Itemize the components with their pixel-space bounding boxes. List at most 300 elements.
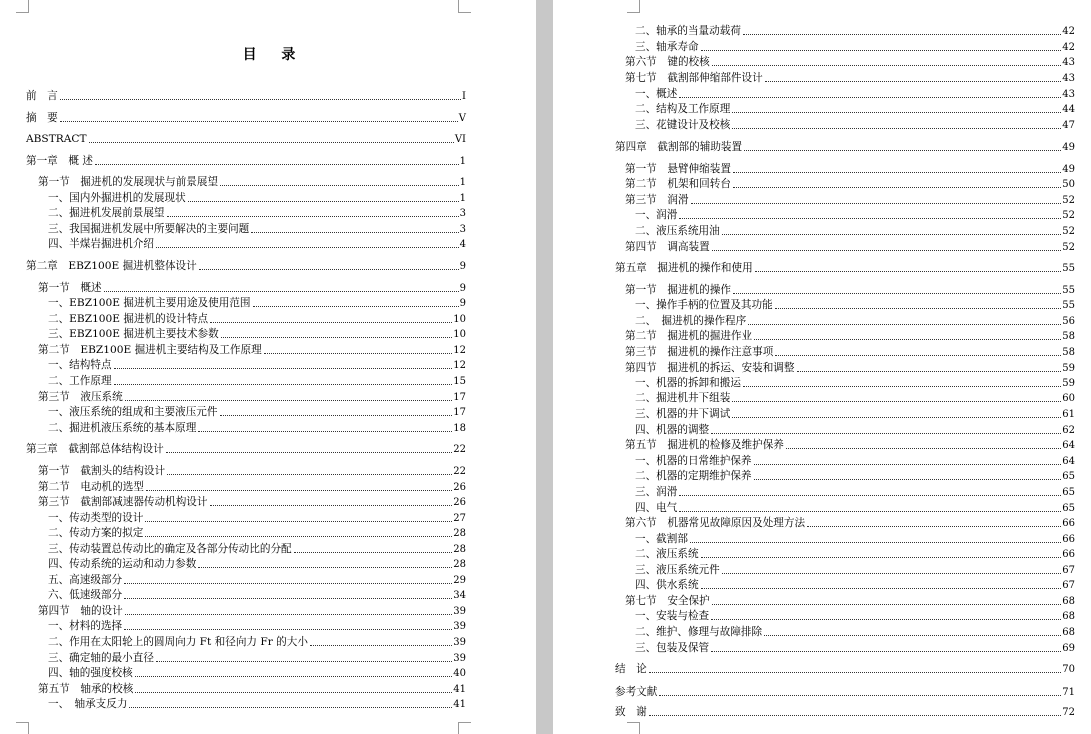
toc-entry[interactable] (26, 442, 466, 456)
dot-leader (135, 676, 453, 677)
toc-entry[interactable] (635, 24, 1075, 38)
toc-entry-page-number: 56 (1062, 316, 1075, 327)
dot-leader (807, 526, 1061, 527)
toc-entry-page-number: 28 (453, 559, 466, 570)
toc-entry-label: 三、确定轴的最小直径 (48, 652, 154, 664)
toc-entry[interactable] (48, 237, 466, 251)
toc-entry[interactable] (48, 421, 466, 435)
toc-entry-page-number: 9 (459, 261, 466, 272)
toc-entry-page-number: 67 (1062, 565, 1075, 576)
dot-leader (690, 542, 1061, 543)
toc-entry-label: 二、传动方案的拟定 (48, 527, 144, 539)
dot-leader (764, 635, 1061, 636)
dot-leader (129, 707, 452, 708)
toc-entry[interactable] (635, 578, 1075, 592)
toc-entry[interactable] (635, 391, 1075, 405)
dot-leader (198, 431, 452, 432)
dot-leader (253, 306, 459, 307)
toc-entry[interactable] (635, 485, 1075, 499)
toc-entry-label: 三、花键设计及校核 (635, 119, 731, 131)
toc-entry-label: 第一节 截割头的结构设计 (38, 465, 166, 477)
toc-entry[interactable] (615, 685, 1075, 699)
toc-entry-label: 四、电气 (635, 502, 678, 514)
dot-leader (732, 401, 1061, 402)
toc-entry-label: 一、机器的拆卸和搬运 (635, 377, 741, 389)
dot-leader (167, 216, 459, 217)
toc-entry-page-number: 68 (1062, 627, 1075, 638)
toc-entry[interactable] (48, 666, 466, 680)
toc-entry[interactable] (625, 594, 1075, 608)
toc-entry-label: 第三节 液压系统 (38, 391, 123, 403)
toc-entry-page-number: 52 (1062, 195, 1075, 206)
toc-entry-page-number: 60 (1062, 393, 1075, 404)
toc-entry[interactable] (635, 376, 1075, 390)
toc-title: 目 录 (242, 47, 306, 63)
toc-entry-page-number: 55 (1062, 285, 1075, 296)
dot-leader (199, 269, 459, 270)
toc-entry-label: 二、维护、修理与故障排除 (635, 626, 763, 638)
toc-entry-page-number: 68 (1062, 596, 1075, 607)
toc-entry[interactable] (38, 604, 466, 618)
toc-entry-page-number: 55 (1062, 300, 1075, 311)
toc-entry-page-number: 27 (453, 513, 466, 524)
toc-entry-page-number: 43 (1062, 57, 1075, 68)
toc-entry-page-number: 71 (1062, 687, 1075, 698)
toc-entry-label: 第四节 轴的设计 (38, 605, 123, 617)
toc-entry-label: 三、传动装置总传动比的确定及各部分传动比的分配 (48, 543, 292, 555)
toc-entry-page-number: 59 (1062, 378, 1075, 389)
toc-entry-page-number: 52 (1062, 226, 1075, 237)
toc-entry-page-number: 42 (1062, 42, 1075, 53)
toc-entry[interactable] (625, 193, 1075, 207)
toc-entry[interactable] (48, 191, 466, 205)
toc-entry-page-number: 65 (1062, 471, 1075, 482)
toc-entry-label: 二、作用在太阳轮上的圆周向力 Ft 和径向力 Fr 的大小 (48, 636, 308, 648)
toc-entry[interactable] (635, 609, 1075, 623)
toc-entry-label: 四、传动系统的运动和动力参数 (48, 558, 197, 570)
toc-entry-page-number: 10 (453, 329, 466, 340)
toc-entry-label: 第二节 掘进机的掘进作业 (625, 330, 753, 342)
toc-page-left (0, 0, 536, 734)
toc-entry[interactable] (635, 407, 1075, 421)
toc-entry-label: 四、轴的强度校核 (48, 667, 133, 679)
toc-entry[interactable] (635, 298, 1075, 312)
toc-entry[interactable] (625, 361, 1075, 375)
toc-entry[interactable] (48, 327, 466, 341)
toc-entry[interactable] (48, 526, 466, 540)
toc-entry-page-number: 22 (453, 466, 466, 477)
toc-entry[interactable] (48, 405, 466, 419)
toc-entry-page-number: 72 (1062, 707, 1075, 718)
toc-entry-page-number: 44 (1062, 104, 1075, 115)
toc-entry-page-number: 49 (1062, 164, 1075, 175)
dot-leader (156, 661, 452, 662)
dot-leader (722, 573, 1062, 574)
dot-leader (210, 322, 452, 323)
toc-entry[interactable] (625, 516, 1075, 530)
toc-entry-label: 三、轴承寿命 (635, 41, 699, 53)
toc-entry[interactable] (625, 329, 1075, 343)
dot-leader (679, 495, 1061, 496)
toc-entry-page-number: 42 (1062, 26, 1075, 37)
toc-entry[interactable] (48, 573, 466, 587)
toc-entry-label: 一、机器的日常维护保养 (635, 455, 752, 467)
toc-entry-page-number: 49 (1062, 142, 1075, 153)
toc-entry-label: 一、EBZ100E 掘进机主要用途及使用范围 (48, 297, 251, 309)
toc-entry[interactable] (625, 438, 1075, 452)
toc-entry[interactable] (48, 358, 466, 372)
toc-entry[interactable] (48, 296, 466, 310)
dot-leader (114, 368, 453, 369)
dot-leader (210, 505, 453, 506)
toc-entry[interactable] (615, 705, 1075, 719)
dot-leader (251, 232, 458, 233)
toc-entry[interactable] (48, 557, 466, 571)
toc-entry[interactable] (625, 240, 1075, 254)
toc-entry[interactable] (38, 495, 466, 509)
toc-entry-page-number: 47 (1062, 120, 1075, 131)
dot-leader (146, 490, 452, 491)
dot-leader (732, 417, 1061, 418)
toc-entry-label: 二、掘进机液压系统的基本原理 (48, 422, 197, 434)
dot-leader (712, 65, 1062, 66)
toc-entry-label: 第六节 键的校核 (625, 56, 710, 68)
dot-leader (732, 112, 1061, 113)
dot-leader (775, 308, 1062, 309)
toc-entry-label: 一、传动类型的设计 (48, 512, 144, 524)
toc-entry-label: 二、EBZ100E 掘进机的设计特点 (48, 313, 209, 325)
dot-leader (135, 692, 452, 693)
toc-entry-label: 一、液压系统的组成和主要液压元件 (48, 406, 218, 418)
toc-entry-page-number: 66 (1062, 518, 1075, 529)
toc-entry-label: 二、掘进机井下组装 (635, 392, 731, 404)
toc-entry-label: 第二节 机架和回转台 (625, 178, 731, 190)
toc-entry-label: 参考文献 (615, 686, 658, 698)
dot-leader (691, 203, 1062, 204)
toc-entry[interactable] (635, 563, 1075, 577)
toc-entry[interactable] (635, 501, 1075, 515)
toc-entry[interactable] (26, 132, 466, 146)
dot-leader (145, 536, 452, 537)
toc-entry-label: 一、截割部 (635, 533, 688, 545)
toc-entry-label: 二、掘进机发展前景展望 (48, 207, 165, 219)
toc-entry-label: 二、液压系统 (635, 548, 699, 560)
toc-entry[interactable] (48, 511, 466, 525)
toc-entry[interactable] (615, 140, 1075, 154)
toc-entry-page-number: 3 (459, 224, 466, 235)
toc-entry[interactable] (48, 312, 466, 326)
toc-entry[interactable] (26, 89, 466, 103)
toc-entry-page-number: 61 (1062, 409, 1075, 420)
toc-entry-page-number: 66 (1062, 549, 1075, 560)
dot-leader (744, 150, 1061, 151)
toc-entry[interactable] (48, 651, 466, 665)
toc-page-right (553, 0, 1091, 734)
toc-entry[interactable] (615, 261, 1075, 275)
toc-entry-label: 二、工作原理 (48, 375, 112, 387)
toc-entry-label: 一、国内外掘进机的发展现状 (48, 192, 186, 204)
toc-entry-label: 二、液压系统用油 (635, 225, 720, 237)
toc-entry[interactable] (48, 542, 466, 556)
dot-leader (732, 128, 1061, 129)
toc-entry-label: 一、 轴承支反力 (48, 698, 128, 710)
toc-entry-page-number: V (458, 113, 466, 124)
toc-entry-page-number: 15 (453, 376, 466, 387)
dot-leader (701, 50, 1062, 51)
toc-entry-label: ABSTRACT (26, 133, 87, 145)
dot-leader (765, 81, 1062, 82)
toc-entry[interactable] (635, 454, 1075, 468)
toc-entry[interactable] (48, 374, 466, 388)
toc-entry-page-number: 39 (453, 606, 466, 617)
toc-entry-page-number: 65 (1062, 487, 1075, 498)
corner-mark-top-right (458, 0, 471, 13)
toc-entry-page-number: 66 (1062, 534, 1075, 545)
dot-leader (188, 201, 459, 202)
toc-entry-label: 第一节 掘进机的发展现状与前景展望 (38, 176, 219, 188)
toc-entry[interactable] (635, 40, 1075, 54)
toc-entry-label: 第七节 安全保护 (625, 595, 710, 607)
toc-entry-label: 三、液压系统元件 (635, 564, 720, 576)
toc-entry[interactable] (635, 208, 1075, 222)
dot-leader (89, 142, 454, 143)
dot-leader (114, 384, 453, 385)
dot-leader (748, 324, 1061, 325)
toc-entry[interactable] (625, 71, 1075, 85)
toc-entry-label: 一、概述 (635, 88, 678, 100)
dot-leader (754, 339, 1061, 340)
toc-entry-label: 第五节 掘进机的检修及维护保养 (625, 439, 784, 451)
toc-entry-label: 一、安装与检查 (635, 610, 710, 622)
corner-mark-bottom-left (16, 722, 29, 734)
toc-entry-page-number: 43 (1062, 89, 1075, 100)
toc-entry-label: 三、机器的井下调试 (635, 408, 731, 420)
toc-entry-label: 四、半煤岩掘进机介绍 (48, 238, 154, 250)
toc-entry-page-number: 70 (1062, 664, 1075, 675)
toc-entry-label: 一、材料的选择 (48, 620, 123, 632)
toc-entry-label: 三、润滑 (635, 486, 678, 498)
toc-entry-page-number: 59 (1062, 363, 1075, 374)
toc-entry-page-number: 9 (459, 298, 466, 309)
toc-entry-page-number: 3 (459, 208, 466, 219)
dot-leader (733, 172, 1061, 173)
toc-entry[interactable] (48, 222, 466, 236)
toc-entry-page-number: 1 (459, 156, 466, 167)
toc-entry[interactable] (38, 175, 466, 189)
toc-entry-label: 致 谢 (615, 706, 647, 718)
toc-entry[interactable] (635, 423, 1075, 437)
dot-leader (60, 121, 458, 122)
dot-leader (264, 353, 453, 354)
dot-leader (775, 355, 1061, 356)
toc-entry-page-number: 65 (1062, 503, 1075, 514)
toc-entry[interactable] (635, 625, 1075, 639)
toc-entry-label: 第三节 润滑 (625, 194, 689, 206)
dot-leader (797, 371, 1062, 372)
toc-entry[interactable] (635, 532, 1075, 546)
toc-entry[interactable] (48, 206, 466, 220)
toc-entry[interactable] (48, 635, 466, 649)
dot-leader (124, 583, 452, 584)
dot-leader (310, 645, 452, 646)
toc-entry-page-number: 43 (1062, 73, 1075, 84)
toc-entry[interactable] (615, 662, 1075, 676)
dot-leader (679, 218, 1061, 219)
toc-entry[interactable] (625, 55, 1075, 69)
dot-leader (679, 511, 1061, 512)
dot-leader (124, 598, 452, 599)
toc-entry[interactable] (635, 547, 1075, 561)
toc-entry-label: 三、包装及保管 (635, 642, 710, 654)
toc-entry-label: 五、高速级部分 (48, 574, 123, 586)
dot-leader (124, 629, 452, 630)
toc-entry-page-number: 64 (1062, 440, 1075, 451)
toc-entry-page-number: VI (454, 134, 466, 145)
toc-entry-label: 第三节 掘进机的操作注意事项 (625, 346, 774, 358)
dot-leader (60, 99, 461, 100)
toc-entry-label: 二、 掘进机的操作程序 (635, 315, 747, 327)
toc-entry-label: 四、机器的调整 (635, 424, 710, 436)
toc-entry[interactable] (635, 224, 1075, 238)
toc-entry-page-number: 69 (1062, 643, 1075, 654)
toc-entry-page-number: 62 (1062, 425, 1075, 436)
toc-entry-page-number: 52 (1062, 242, 1075, 253)
toc-entry[interactable] (26, 259, 466, 273)
toc-entry[interactable] (625, 345, 1075, 359)
toc-entry[interactable] (38, 480, 466, 494)
dot-leader (711, 433, 1061, 434)
toc-entry-label: 第一节 掘进机的操作 (625, 284, 731, 296)
dot-leader (649, 672, 1061, 673)
toc-entry[interactable] (635, 314, 1075, 328)
dot-leader (722, 234, 1062, 235)
toc-entry-page-number: 28 (453, 528, 466, 539)
dot-leader (649, 715, 1061, 716)
toc-entry-label: 第一章 概 述 (26, 155, 93, 167)
toc-entry[interactable] (26, 111, 466, 125)
toc-entry[interactable] (635, 118, 1075, 132)
toc-entry-page-number: 4 (459, 239, 466, 250)
toc-entry-page-number: 9 (459, 283, 466, 294)
toc-entry-page-number: 26 (453, 482, 466, 493)
toc-entry-label: 第一节 概述 (38, 282, 102, 294)
toc-entry-page-number: 17 (453, 392, 466, 403)
toc-entry-page-number: 40 (453, 668, 466, 679)
dot-leader (679, 97, 1061, 98)
dot-leader (754, 479, 1062, 480)
toc-entry[interactable] (635, 87, 1075, 101)
toc-entry[interactable] (48, 619, 466, 633)
toc-entry[interactable] (38, 343, 466, 357)
dot-leader (733, 187, 1061, 188)
toc-entry-page-number: 29 (453, 575, 466, 586)
toc-entry[interactable] (48, 588, 466, 602)
dot-leader (166, 452, 453, 453)
toc-entry-label: 第六节 机器常见故障原因及处理方法 (625, 517, 806, 529)
dot-leader (711, 651, 1061, 652)
toc-entry-page-number: 26 (453, 497, 466, 508)
dot-leader (156, 247, 459, 248)
toc-entry-label: 第五章 掘进机的操作和使用 (615, 262, 753, 274)
dot-leader (220, 185, 459, 186)
corner-mark-top-left (16, 0, 29, 13)
toc-entry-label: 第二章 EBZ100E 掘进机整体设计 (26, 260, 197, 272)
toc-entry[interactable] (38, 390, 466, 404)
dot-leader (712, 250, 1062, 251)
toc-entry[interactable] (38, 464, 466, 478)
toc-entry-label: 摘 要 (26, 112, 58, 124)
toc-entry-page-number: 41 (453, 699, 466, 710)
toc-entry-label: 三、我国掘进机发展中所要解决的主要问题 (48, 223, 250, 235)
toc-entry-page-number: 64 (1062, 456, 1075, 467)
toc-entry[interactable] (635, 469, 1075, 483)
toc-entry-label: 二、结构及工作原理 (635, 103, 731, 115)
toc-entry-label: 六、低速级部分 (48, 589, 123, 601)
toc-entry-page-number: 68 (1062, 611, 1075, 622)
dot-leader (659, 695, 1061, 696)
toc-entry-label: 第五节 轴承的校核 (38, 683, 134, 695)
dot-leader (125, 614, 453, 615)
toc-entry-page-number: I (462, 91, 466, 102)
toc-entry-label: 四、供水系统 (635, 579, 699, 591)
toc-entry[interactable] (625, 283, 1075, 297)
toc-entry-label: 第一节 悬臂伸缩装置 (625, 163, 731, 175)
toc-entry[interactable] (38, 281, 466, 295)
dot-leader (95, 164, 459, 165)
dot-leader (701, 557, 1062, 558)
toc-entry-label: 第三节 截割部减速器传动机构设计 (38, 496, 208, 508)
dot-leader (743, 34, 1061, 35)
toc-entry-page-number: 41 (453, 684, 466, 695)
dot-leader (712, 604, 1062, 605)
dot-leader (294, 552, 453, 553)
dot-leader (743, 386, 1061, 387)
toc-entry-page-number: 12 (453, 360, 466, 371)
dot-leader (167, 474, 452, 475)
toc-entry[interactable] (48, 697, 466, 711)
toc-entry-page-number: 39 (453, 637, 466, 648)
dot-leader (125, 400, 453, 401)
dot-leader (711, 619, 1061, 620)
toc-entry[interactable] (635, 641, 1075, 655)
toc-entry-page-number: 1 (459, 177, 466, 188)
toc-entry-page-number: 12 (453, 345, 466, 356)
toc-entry-page-number: 55 (1062, 263, 1075, 274)
toc-entry-label: 二、机器的定期维护保养 (635, 470, 752, 482)
toc-entry-label: 结 论 (615, 663, 647, 675)
dot-leader (733, 293, 1061, 294)
dot-leader (198, 567, 452, 568)
toc-entry[interactable] (26, 154, 466, 168)
toc-entry-label: 一、操作手柄的位置及其功能 (635, 299, 773, 311)
toc-entry[interactable] (625, 162, 1075, 176)
dot-leader (220, 415, 453, 416)
corner-mark-bottom-right (458, 722, 471, 734)
toc-entry-label: 一、结构特点 (48, 359, 112, 371)
toc-entry-page-number: 10 (453, 314, 466, 325)
toc-entry-label: 第四节 调高装置 (625, 241, 710, 253)
toc-entry-label: 前 言 (26, 90, 58, 102)
toc-entry[interactable] (38, 682, 466, 696)
toc-entry-page-number: 39 (453, 621, 466, 632)
toc-entry-page-number: 34 (453, 590, 466, 601)
toc-entry-page-number: 17 (453, 407, 466, 418)
toc-entry[interactable] (625, 177, 1075, 191)
toc-entry-page-number: 39 (453, 653, 466, 664)
toc-entry-label: 二、轴承的当量动载荷 (635, 25, 741, 37)
toc-entry[interactable] (635, 102, 1075, 116)
toc-entry-page-number: 18 (453, 423, 466, 434)
